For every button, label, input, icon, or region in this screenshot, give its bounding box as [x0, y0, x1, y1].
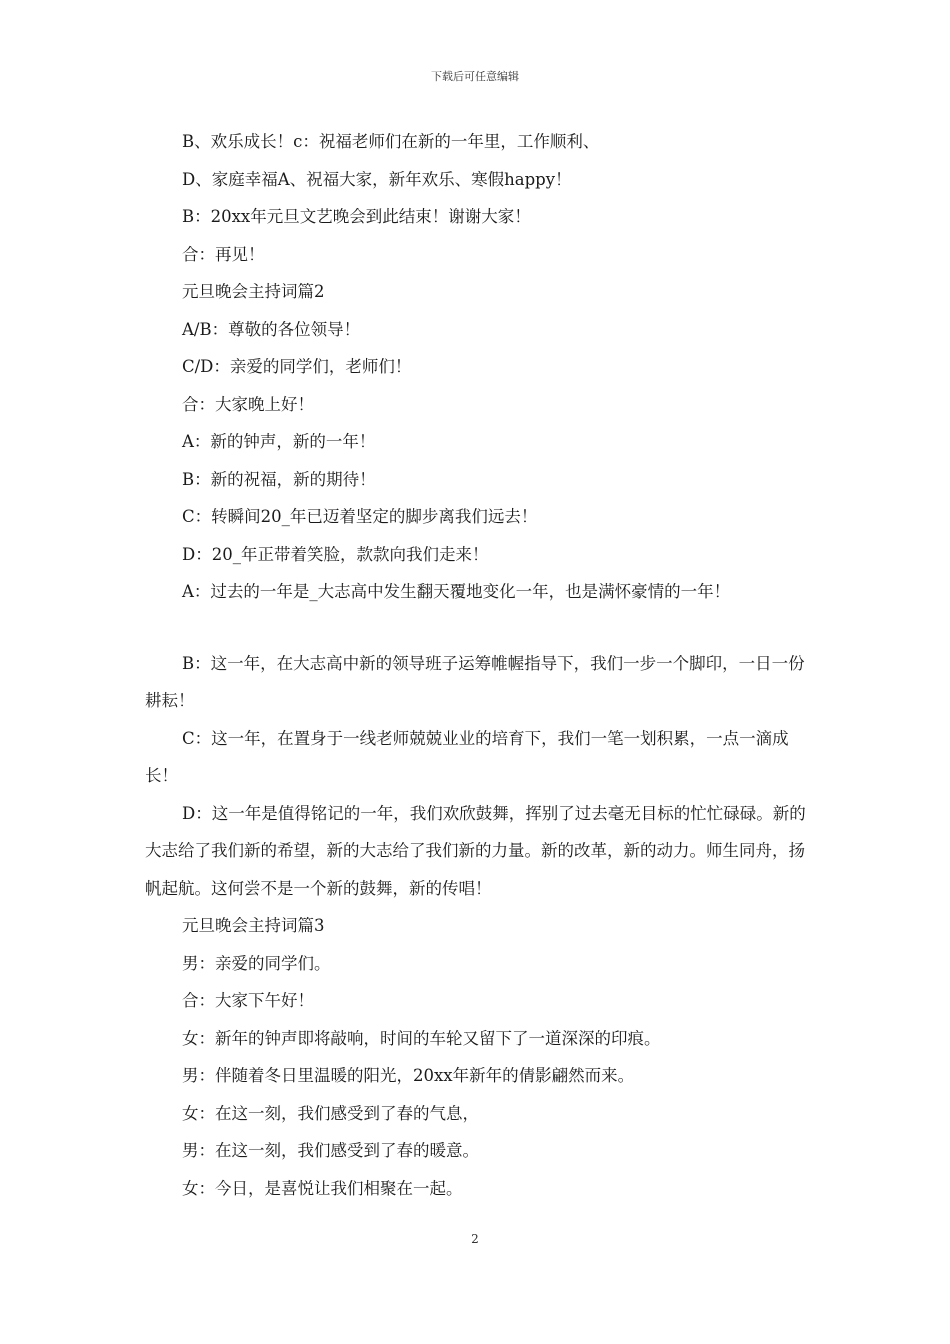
paragraph: 合：大家晚上好！ — [182, 394, 314, 414]
paragraph: D：20_年正带着笑脸，款款向我们走来！ — [182, 544, 489, 564]
paragraph: C：转瞬间20_年已迈着坚定的脚步离我们远去！ — [182, 507, 538, 526]
paragraph: 女：新年的钟声即将敲响，时间的车轮又留下了一道深深的印痕。 — [182, 1028, 661, 1048]
section-title: 元旦晚会主持词篇3 — [182, 916, 325, 935]
paragraph: 男：亲爱的同学们。 — [182, 953, 331, 973]
paragraph: B：20xx年元旦文艺晚会到此结束！谢谢大家！ — [182, 207, 531, 226]
section-title: 元旦晚会主持词篇2 — [182, 282, 325, 301]
paragraph: B：新的祝福，新的期待！ — [182, 469, 376, 489]
page-header: 下载后可任意编辑 — [431, 70, 519, 83]
paragraph: 男：在这一刻，我们感受到了春的暖意。 — [182, 1141, 479, 1160]
paragraph: A：新的钟声，新的一年！ — [182, 432, 376, 451]
document-body — [145, 123, 817, 1207]
paragraph: A：过去的一年是_大志高中发生翻天覆地变化一年，也是满怀豪情的一年！ — [182, 582, 731, 601]
page-number: 2 — [471, 1232, 479, 1246]
paragraph: 女：在这一刻，我们感受到了春的气息， — [182, 1103, 479, 1123]
paragraph: C：这一年，在置身于一线老师兢兢业业的培育下，我们一笔一划积累，一点一滴成长！ — [145, 728, 789, 785]
paragraph: C/D：亲爱的同学们，老师们！ — [182, 357, 412, 376]
paragraph: 男：伴随着冬日里温暖的阳光，20xx年新年的倩影翩然而来。 — [182, 1066, 635, 1085]
paragraph: 合：再见！ — [182, 244, 265, 264]
paragraph: D：这一年是值得铭记的一年，我们欢欣鼓舞，挥别了过去毫无目标的忙忙碌碌。新的大志给了我们新的希望，新的大志给了我们新的力量。新的改革，新的动力。师生同舟，扬帆起航。这何尝不是一个新的鼓舞，新的传唱！ — [145, 803, 806, 898]
paragraph: 女：今日，是喜悦让我们相聚在一起。 — [182, 1178, 463, 1198]
paragraph: D、家庭幸福A、祝福大家，新年欢乐、寒假happy！ — [182, 169, 572, 189]
paragraph: B、欢乐成长！c：祝福老师们在新的一年里，工作顺利、 — [182, 132, 600, 151]
paragraph: A/B：尊敬的各位领导！ — [182, 319, 361, 339]
paragraph-gap — [145, 611, 817, 645]
paragraph: B：这一年，在大志高中新的领导班子运筹帷幄指导下，我们一步一个脚印，一日一份耕耘！ — [145, 653, 805, 710]
paragraph: 合：大家下午好！ — [182, 991, 314, 1010]
